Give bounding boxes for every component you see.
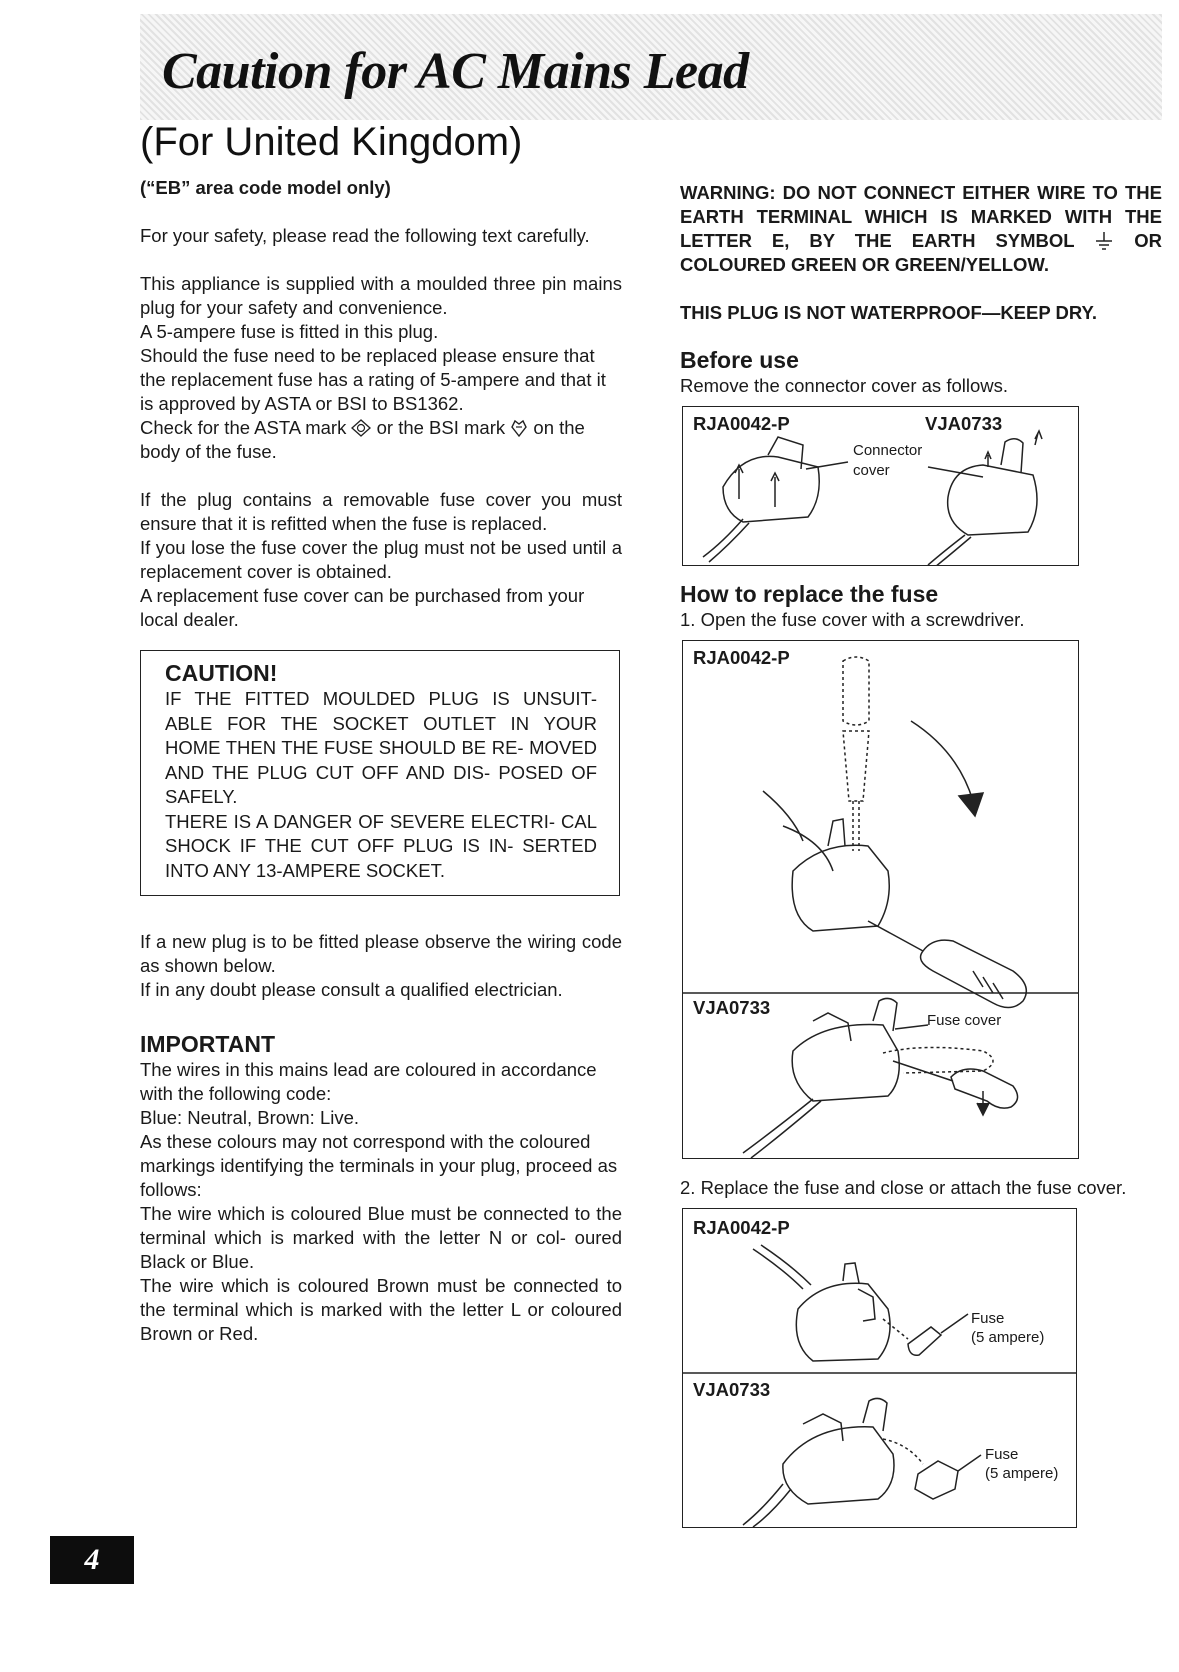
step-one: 1. Open the fuse cover with a screwdriver. <box>680 609 1025 630</box>
paragraph: If a new plug is to be fitted please observe the wiring code as shown below. <box>140 931 622 976</box>
replace-fuse-heading: How to replace the fuse <box>680 581 939 607</box>
caution-text: IF THE FITTED MOULDED PLUG IS UNSUIT- ABLE FOR THE SOCKET OUTLET IN YOUR HOME THEN THE FUSE SHOULD BE RE- MOVED AND THE PLUG CUT OFF AND DIS- POSED OF SAFELY. <box>165 688 597 807</box>
before-use-heading: Before use <box>680 347 799 373</box>
model-label: RJA0042-P <box>693 647 790 668</box>
callout-label: Fuse cover <box>927 1012 1002 1029</box>
before-use-text: Remove the connector cover as follows. <box>680 375 1009 396</box>
safety-intro: For your safety, please read the following text carefully. <box>140 225 590 246</box>
left-column <box>140 176 622 1346</box>
warning-text-1: WARNING: DO NOT CONNECT EITHER WIRE TO THE EARTH TERMINAL WHICH IS MARKED WITH THE LETTER E, BY THE EARTH SYMBOL <box>680 182 1162 251</box>
waterproof-warning: THIS PLUG IS NOT WATERPROOF—KEEP DRY. <box>680 302 1097 323</box>
caution-box <box>140 650 620 896</box>
figure-replace-fuse <box>682 1208 1077 1528</box>
important-text: The wire which is coloured Brown must be connected to the terminal which is marked with the letter L or coloured Brown or Red. <box>140 1275 622 1344</box>
check-text-3: on the body of the fuse. <box>140 417 585 462</box>
important-heading: IMPORTANT <box>140 1031 276 1057</box>
callout-label: Fuse <box>985 1446 1019 1463</box>
paragraph: If in any doubt please consult a qualified electrician. <box>140 979 563 1000</box>
page-number: 4 <box>50 1536 134 1584</box>
plug-illustration <box>683 407 1078 565</box>
step-two: 2. Replace the fuse and close or attach the fuse cover. <box>680 1177 1127 1198</box>
warning-text <box>680 181 1162 277</box>
important-text: As these colours may not correspond with the coloured markings identifying the terminals in your plug, proceed as follows: <box>140 1131 618 1200</box>
check-text-1: Check for the ASTA mark <box>140 417 347 438</box>
title-banner <box>140 14 1162 120</box>
bsi-kitemark-icon <box>510 417 533 438</box>
earth-symbol-icon <box>1094 230 1134 251</box>
area-code-note: (“EB” area code model only) <box>140 177 391 198</box>
asta-mark-icon <box>351 417 376 438</box>
asta-bsi-check <box>140 416 622 464</box>
callout-label: Fuse <box>971 1310 1005 1327</box>
caution-text: THERE IS A DANGER OF SEVERE ELECTRI- CAL SHOCK IF THE CUT OFF PLUG IS IN- SERTED INTO ANY 13-AMPERE SOCKET. <box>165 810 597 881</box>
model-label: VJA0733 <box>693 1379 771 1400</box>
callout-label: Connector <box>853 442 923 459</box>
model-label: VJA0733 <box>693 997 771 1018</box>
warning-text-2: OR COLOURED GREEN OR GREEN/YELLOW. <box>680 230 1163 275</box>
step-two-section <box>680 1176 1179 1200</box>
important-text: Blue: Neutral, Brown: Live. <box>140 1107 360 1128</box>
callout-label: (5 ampere) <box>985 1465 1059 1482</box>
important-text: The wire which is coloured Blue must be connected to the terminal which is marked with the letter N or col- oured Black or Blue. <box>140 1203 622 1272</box>
before-use-section <box>680 348 1179 398</box>
model-label: VJA0733 <box>925 413 1003 434</box>
model-label: RJA0042-P <box>693 413 790 434</box>
figure-open-fuse-cover <box>682 640 1079 1159</box>
model-label: RJA0042-P <box>693 1217 790 1238</box>
paragraph: A replacement fuse cover can be purchased from your local dealer. <box>140 585 585 630</box>
check-text-2: or the BSI mark <box>376 417 506 438</box>
paragraph: If the plug contains a removable fuse cover you must ensure that it is refitted when the fuse is replaced. <box>140 489 622 534</box>
paragraph: If you lose the fuse cover the plug must not be used until a replacement cover is obtained. <box>140 537 622 582</box>
replace-fuse-section <box>680 582 1179 632</box>
screwdriver-illustration <box>683 641 1078 1158</box>
page-title: Caution for AC Mains Lead <box>162 43 749 100</box>
paragraph: Should the fuse need to be replaced please ensure that the replacement fuse has a rating of 5-ampere and that it is approved by ASTA or BSI to BS1362. <box>140 345 606 414</box>
callout-label: cover <box>853 462 890 479</box>
important-text: The wires in this mains lead are coloured in accordance with the following code: <box>140 1059 597 1104</box>
fuse-illustration <box>683 1209 1076 1527</box>
paragraph: This appliance is supplied with a moulded three pin mains plug for your safety and convenience. <box>140 273 622 318</box>
paragraph: A 5-ampere fuse is fitted in this plug. <box>140 321 439 342</box>
caution-title: CAUTION! <box>165 660 278 686</box>
page-subtitle: (For United Kingdom) <box>140 120 523 164</box>
right-column <box>680 181 1162 325</box>
callout-label: (5 ampere) <box>971 1329 1045 1346</box>
figure-connector-cover <box>682 406 1079 566</box>
